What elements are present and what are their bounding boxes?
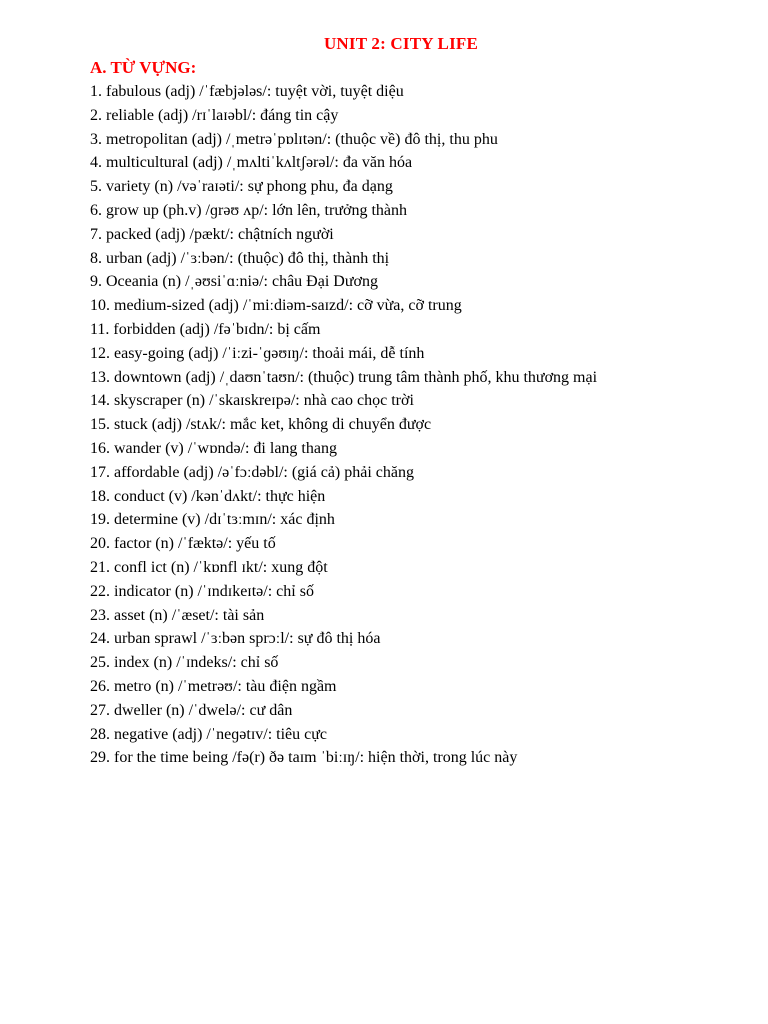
vocab-item: 3. metropolitan (adj) /ˌmetrəˈpɒlɪtən/: (thuộc về) đô thị, thu phu [90,130,498,148]
vocab-item: 18. conduct (v) /kənˈdʌkt/: thực hiện [90,487,326,505]
vocab-item: 6. grow up (ph.v) /ɡrəʊ ʌp/: lớn lên, trưởng thành [90,201,407,219]
vocab-item: 11. forbidden (adj) /fəˈbɪdn/: bị cấm [90,320,321,338]
unit-title: UNIT 2: CITY LIFE [323,34,479,53]
vocab-item: 25. index (n) /ˈɪndeks/: chỉ số [90,654,279,672]
vocab-item: 5. variety (n) /vəˈraɪəti/: sự phong phu, đa dạng [90,178,393,196]
vocab-item: 27. dweller (n) /ˈdwelə/: cư dân [90,701,293,719]
vocab-item: 15. stuck (adj) /stʌk/: mắc ket, không di chuyển được [90,416,432,434]
vocab-item: 16. wander (v) /ˈwɒndə/: đi lang thang [90,439,337,457]
vocab-item: 2. reliable (adj) /rɪˈlaɪəbl/: đáng tin cậy [90,106,339,124]
vocab-item: 17. affordable (adj) /əˈfɔːdəbl/: (giá cả) phải chăng [90,463,414,481]
vocab-item: 24. urban sprawl /ˈɜːbən sprɔːl/: sự đô thị hóa [90,630,381,648]
vocab-item: 21. confl ict (n) /ˈkɒnfl ɪkt/: xung đột [90,558,328,576]
section-heading-vocabulary: A. TỪ VỰNG: [90,58,197,77]
vocab-item: 19. determine (v) /dɪˈtɜːmɪn/: xác định [90,511,335,529]
vocab-item: 29. for the time being /fə(r) ðə taɪm ˈbiːɪŋ/: hiện thời, trong lúc này [90,749,518,767]
vocab-item: 20. factor (n) /ˈfæktə/: yếu tố [90,535,276,553]
vocab-item: 28. negative (adj) /ˈneɡətɪv/: tiêu cực [90,725,328,743]
vocab-item: 22. indicator (n) /ˈɪndɪkeɪtə/: chỉ số [90,582,314,600]
vocab-item: 10. medium-sized (adj) /ˈmiːdiəm-saɪzd/: cỡ vừa, cỡ trung [90,297,462,315]
vocabulary-list [90,80,760,770]
vocab-item: 4. multicultural (adj) /ˌmʌltiˈkʌltʃərəl/: đa văn hóa [90,154,413,172]
vocab-item: 1. fabulous (adj) /ˈfæbjələs/: tuyệt vời, tuyệt diệu [90,83,404,100]
vocab-item: 12. easy-going (adj) /ˈiːzi-ˈɡəʊɪŋ/: thoải mái, dễ tính [90,344,425,362]
vocab-item: 23. asset (n) /ˈæset/: tài sản [90,606,265,624]
vocab-item: 13. downtown (adj) /ˌdaʊnˈtaʊn/: (thuộc) trung tâm thành phố, khu thương mại [90,368,598,386]
vocab-item: 8. urban (adj) /ˈɜːbən/: (thuộc) đô thị, thành thị [90,249,390,267]
vocab-item: 26. metro (n) /ˈmetrəʊ/: tàu điện ngầm [90,677,337,695]
vocab-item: 9. Oceania (n) /ˌəʊsiˈɑːniə/: châu Đại Dương [90,273,378,291]
vocab-item: 14. skyscraper (n) /ˈskaɪskreɪpə/: nhà cao chọc trời [90,392,414,410]
vocab-item: 7. packed (adj) /pækt/: chậtních người [90,225,334,243]
